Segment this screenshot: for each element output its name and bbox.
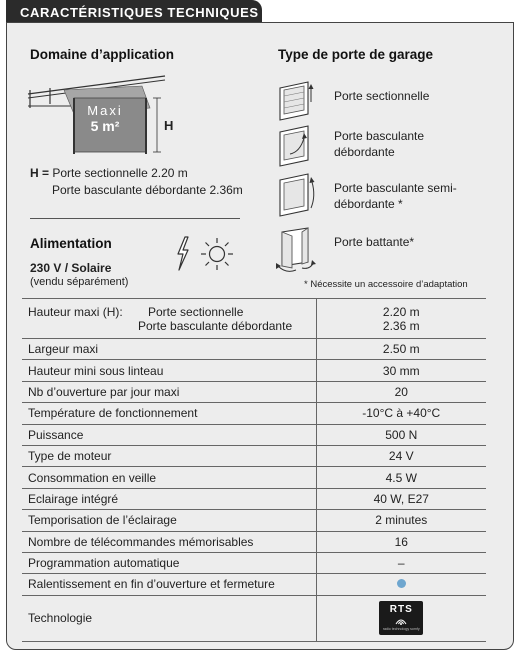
row-label: Type de moteur (22, 445, 316, 466)
door-types-title: Type de porte de garage (278, 47, 434, 62)
height-up-and-over: Porte basculante débordante 2.36m (52, 183, 243, 197)
row-label: Programmation automatique (22, 552, 316, 573)
door-type-4-line1: Porte battante* (334, 235, 415, 249)
door-type-2-line2: débordante (334, 145, 395, 159)
radio-waves-icon (393, 615, 409, 625)
table-row (22, 299, 486, 339)
rts-logo-text: RTS (389, 604, 413, 616)
door-type-4 (334, 234, 414, 250)
door-type-2-line1: Porte basculante (334, 129, 425, 143)
table-row (22, 424, 486, 445)
row-value: 20 (316, 381, 486, 402)
table-row (22, 595, 486, 641)
row-label: Hauteur mini sous linteau (22, 360, 316, 381)
table-row (22, 445, 486, 466)
height-line-1 (30, 166, 188, 180)
table-row (22, 510, 486, 531)
door-type-3-line1: Porte basculante semi- (334, 181, 457, 195)
row-label: Technologie (22, 595, 316, 641)
height-label: Hauteur maxi (H): (28, 304, 123, 319)
power-title: Alimentation (30, 236, 112, 251)
door-type-1-line1: Porte sectionnelle (334, 89, 430, 103)
height-value-1: 2.20 m (382, 304, 420, 319)
divider (30, 218, 240, 219)
table-row (22, 488, 486, 509)
lightning-icon (174, 236, 192, 272)
height-sub-2: Porte basculante débordante (138, 318, 293, 333)
height-sectional: Porte sectionnelle 2.20 m (52, 166, 188, 180)
semi-up-and-over-door-icon (276, 172, 320, 218)
height-value-cell (316, 299, 486, 339)
row-value: -10°C à +40°C (316, 403, 486, 424)
door-type-3-line2: débordante * (334, 197, 403, 211)
table-row (22, 339, 486, 360)
rts-logo (379, 601, 423, 635)
up-and-over-door-icon (276, 124, 318, 168)
footnote: * Nécessite un accessoire d’adaptation (304, 279, 468, 290)
table-row (22, 574, 486, 595)
row-value: 4.5 W (316, 467, 486, 488)
height-label-cell (22, 299, 316, 339)
height-prefix: H = (30, 166, 50, 180)
door-type-3 (334, 180, 457, 212)
door-type-2 (334, 128, 424, 160)
row-label: Nombre de télécommandes mémorisables (22, 531, 316, 552)
table-row (22, 360, 486, 381)
slowdown-value-cell (316, 574, 486, 595)
section-header-title: CARACTÉRISTIQUES TECHNIQUES (20, 5, 259, 20)
row-label: Largeur maxi (22, 339, 316, 360)
technology-value-cell (316, 595, 486, 641)
door-type-1 (334, 88, 429, 104)
row-value: 24 V (316, 445, 486, 466)
table-row (22, 403, 486, 424)
height-sub-1: Porte sectionnelle (148, 304, 244, 319)
sectional-door-icon (276, 80, 316, 122)
row-label: Eclairage intégré (22, 488, 316, 509)
height-value-2: 2.36 m (382, 318, 420, 333)
row-value: 30 mm (316, 360, 486, 381)
table-row (22, 552, 486, 573)
sun-icon (198, 236, 236, 272)
maxi-value: 5 m² (90, 118, 120, 134)
row-label: Nb d’ouverture par jour maxi (22, 381, 316, 402)
height-marker: H (164, 118, 174, 133)
swing-door-icon (272, 226, 318, 274)
row-value: 500 N (316, 424, 486, 445)
included-dot-icon (397, 579, 406, 588)
specs-table (22, 298, 486, 642)
row-value: 40 W, E27 (316, 488, 486, 509)
section-header (6, 0, 262, 24)
maxi-label: Maxi (87, 103, 123, 118)
power-note: (vendu séparément) (30, 276, 129, 288)
power-value: 230 V / Solaire (30, 261, 112, 275)
frame-top-border (262, 22, 514, 23)
application-title: Domaine d’application (30, 47, 175, 62)
table-row (22, 467, 486, 488)
row-value: 2 minutes (316, 510, 486, 531)
table-row (22, 531, 486, 552)
row-value: 16 (316, 531, 486, 552)
row-value: 2.50 m (316, 339, 486, 360)
row-label: Ralentissement en fin d’ouverture et fermeture (22, 574, 316, 595)
row-label: Puissance (22, 424, 316, 445)
row-label: Température de fonctionnement (22, 403, 316, 424)
row-label: Consommation en veille (22, 467, 316, 488)
row-value: – (316, 552, 486, 573)
table-row (22, 381, 486, 402)
row-label: Temporisation de l’éclairage (22, 510, 316, 531)
rts-logo-subtitle: radio technology somfy (382, 627, 420, 632)
